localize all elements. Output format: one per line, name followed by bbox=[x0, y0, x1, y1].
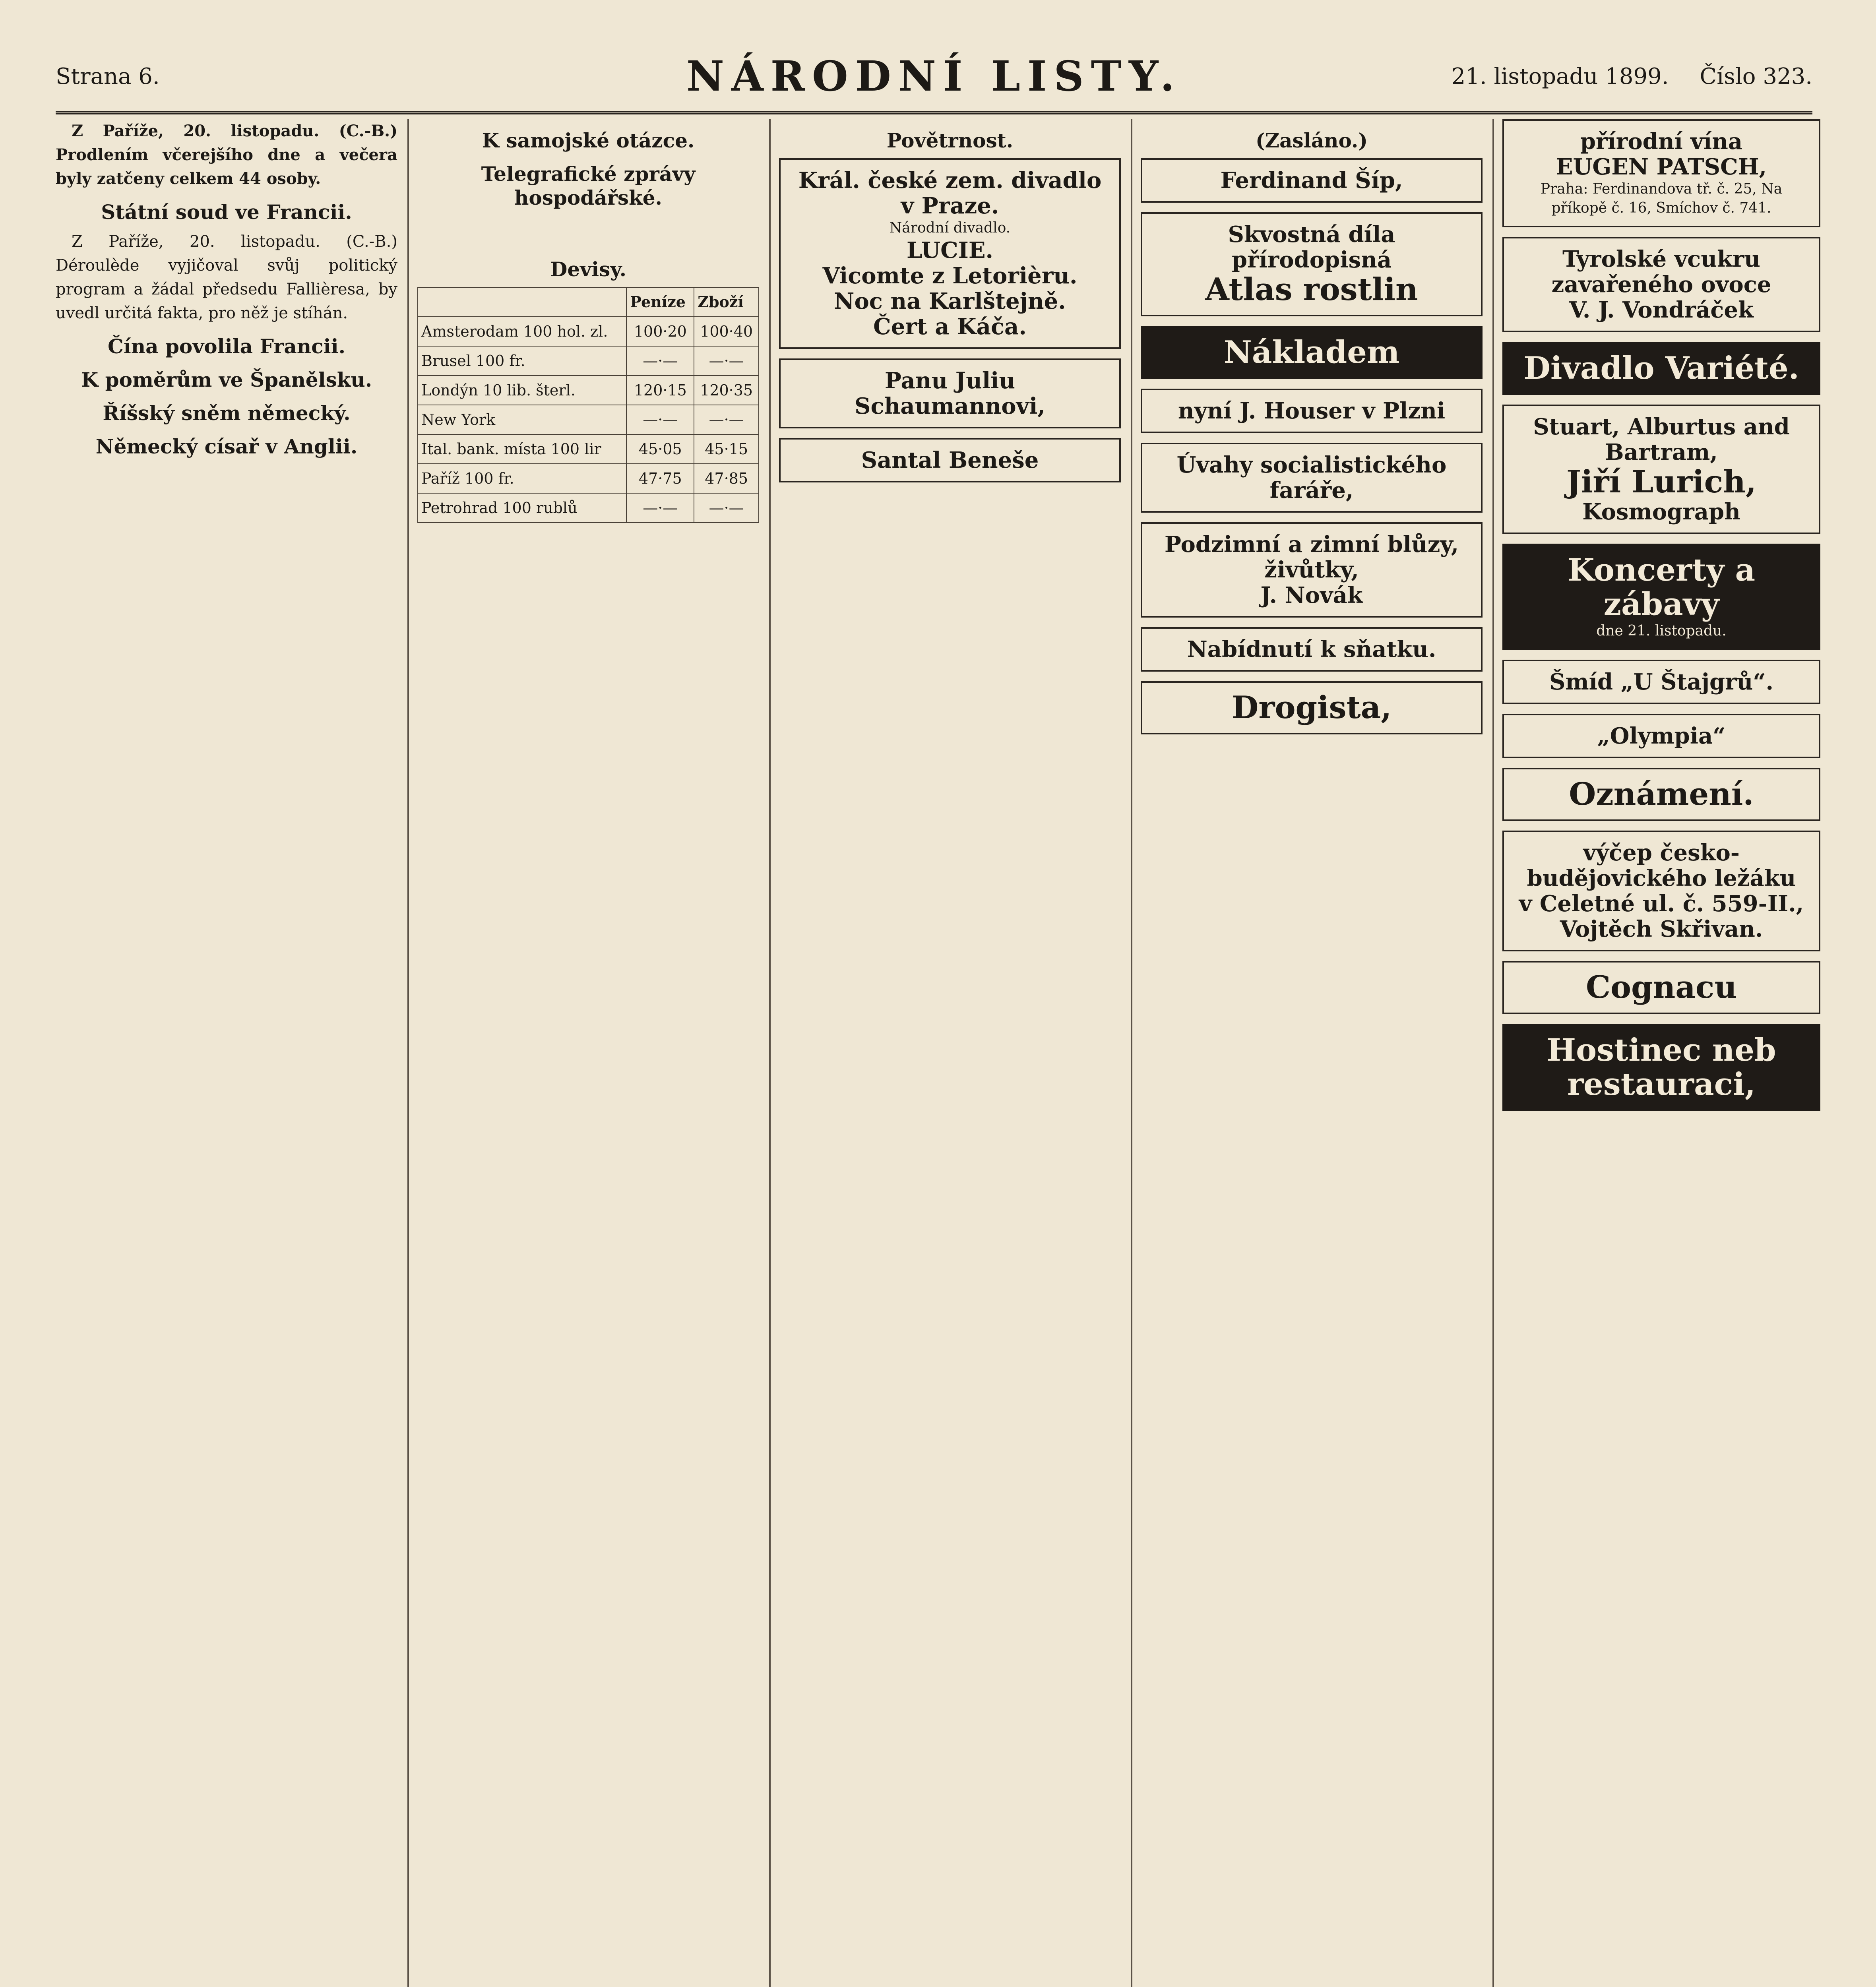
column-rule bbox=[769, 119, 771, 1987]
advert: Panu Juliu Schaumannovi, bbox=[779, 358, 1121, 428]
advert: Oznámení. bbox=[1502, 768, 1820, 821]
advert: Nákladem bbox=[1141, 326, 1483, 379]
table-header bbox=[418, 287, 626, 317]
advert: Šmíd „U Štajgrů“. bbox=[1502, 660, 1820, 704]
advert-variete: Divadlo Variété. bbox=[1502, 342, 1820, 395]
column-2 bbox=[417, 119, 759, 1987]
theatre-program bbox=[779, 158, 1121, 349]
issue-number: Číslo 323. bbox=[1700, 64, 1812, 89]
section-heading: Telegrafické zprávy hospodářské. bbox=[481, 162, 696, 209]
table-row: Amsterodam 100 hol. zl. 100·20 100·40 bbox=[418, 317, 759, 346]
devisy-table bbox=[417, 287, 759, 523]
table-row: Petrohrad 100 rublů —·— —·— bbox=[418, 493, 759, 523]
masthead-meta bbox=[1452, 64, 1812, 89]
theatre-subtitle: Národní divadlo. bbox=[889, 220, 1011, 236]
column-4 bbox=[1141, 119, 1483, 1987]
table-row: New York —·— —·— bbox=[418, 405, 759, 434]
advert: Hostinec neb restauraci, bbox=[1502, 1024, 1820, 1111]
advert: Skvostná díla přírodopisná Atlas rostlin bbox=[1141, 212, 1483, 316]
paragraph: Z Paříže, 20. listopadu. (C.-B.) Déroulède vyjičoval svůj politický program a žádal předsedu Fallièresa, by uvedl určitá fakta, pro něž je stíhán. bbox=[56, 232, 397, 322]
section-heading: K poměrům ve Španělsku. bbox=[81, 368, 372, 391]
advert-concerts: Koncerty a zábavy dne 21. listopadu. bbox=[1502, 544, 1820, 650]
advert: Ferdinand Šíp, bbox=[1141, 158, 1483, 203]
table-row: Brusel 100 fr. —·— —·— bbox=[418, 346, 759, 376]
advert: „Olympia“ bbox=[1502, 714, 1820, 758]
theatre-title: Král. české zem. divadlo v Praze. bbox=[798, 167, 1102, 219]
newspaper-title: NÁRODNÍ LISTY. bbox=[686, 52, 1182, 101]
advert: výčep česko-budějovického ležáku v Celetné ul. č. 559-II., Vojtěch Skřivan. bbox=[1502, 831, 1820, 951]
advert: nyní J. Houser v Plzni bbox=[1141, 389, 1483, 433]
column-5-ads bbox=[1502, 119, 1820, 1987]
play-title: Vicomte z Letorièru. bbox=[822, 263, 1078, 289]
column-1 bbox=[56, 119, 397, 1987]
masthead bbox=[56, 48, 1812, 114]
section-heading: K samojské otázce. bbox=[482, 129, 695, 152]
section-heading: Říšský sněm německý. bbox=[103, 401, 351, 425]
play-title: Čert a Káča. bbox=[873, 314, 1027, 340]
advert: Úvahy socialistického faráře, bbox=[1141, 443, 1483, 513]
column-rule bbox=[1131, 119, 1132, 1987]
table-header: Peníze bbox=[626, 287, 694, 317]
advert-wine: přírodní vína EUGEN PATSCH, Praha: Ferdinandova tř. č. 25, Na příkopě č. 16, Smíchov č. 741. bbox=[1502, 119, 1820, 227]
page-number: Strana 6. bbox=[56, 64, 160, 89]
play-title: Noc na Karlštejně. bbox=[834, 288, 1066, 314]
column-rule bbox=[1492, 119, 1494, 1987]
section-heading: Povětrnost. bbox=[886, 129, 1014, 152]
advert: Cognacu bbox=[1502, 961, 1820, 1014]
advert: Santal Beneše bbox=[779, 438, 1121, 482]
table-row: Londýn 10 lib. šterl. 120·15 120·35 bbox=[418, 376, 759, 405]
paragraph: Z Paříže, 20. listopadu. (C.-B.) Prodlením včerejšího dne a večera byly zatčeny celkem 44 osoby. bbox=[56, 122, 397, 188]
column-rule bbox=[407, 119, 409, 1987]
table-row: Paříž 100 fr. 47·75 47·85 bbox=[418, 464, 759, 493]
column-3 bbox=[779, 119, 1121, 1987]
section-heading: Německý císař v Anglii. bbox=[95, 435, 358, 458]
devisy-title: Devisy. bbox=[550, 258, 627, 281]
advert: Podzimní a zimní blůzy, živůtky, J. Novák bbox=[1141, 522, 1483, 618]
advert-fruit: Tyrolské vcukru zavařeného ovoce V. J. Vondráček bbox=[1502, 237, 1820, 332]
table-row: Ital. bank. místa 100 lir 45·05 45·15 bbox=[418, 434, 759, 464]
advert: Nabídnutí k sňatku. bbox=[1141, 627, 1483, 672]
section-heading: (Zasláno.) bbox=[1256, 129, 1368, 152]
issue-date: 21. listopadu 1899. bbox=[1451, 64, 1669, 89]
advert-variete-program: Stuart, Alburtus and Bartram, Jiří Lurich, Kosmograph bbox=[1502, 405, 1820, 534]
section-heading: Státní soud ve Francii. bbox=[101, 200, 352, 224]
advert: Drogista, bbox=[1141, 681, 1483, 734]
table-header: Zboží bbox=[694, 287, 759, 317]
opera-title: LUCIE. bbox=[906, 237, 994, 263]
section-heading: Čína povolila Francii. bbox=[108, 335, 345, 358]
